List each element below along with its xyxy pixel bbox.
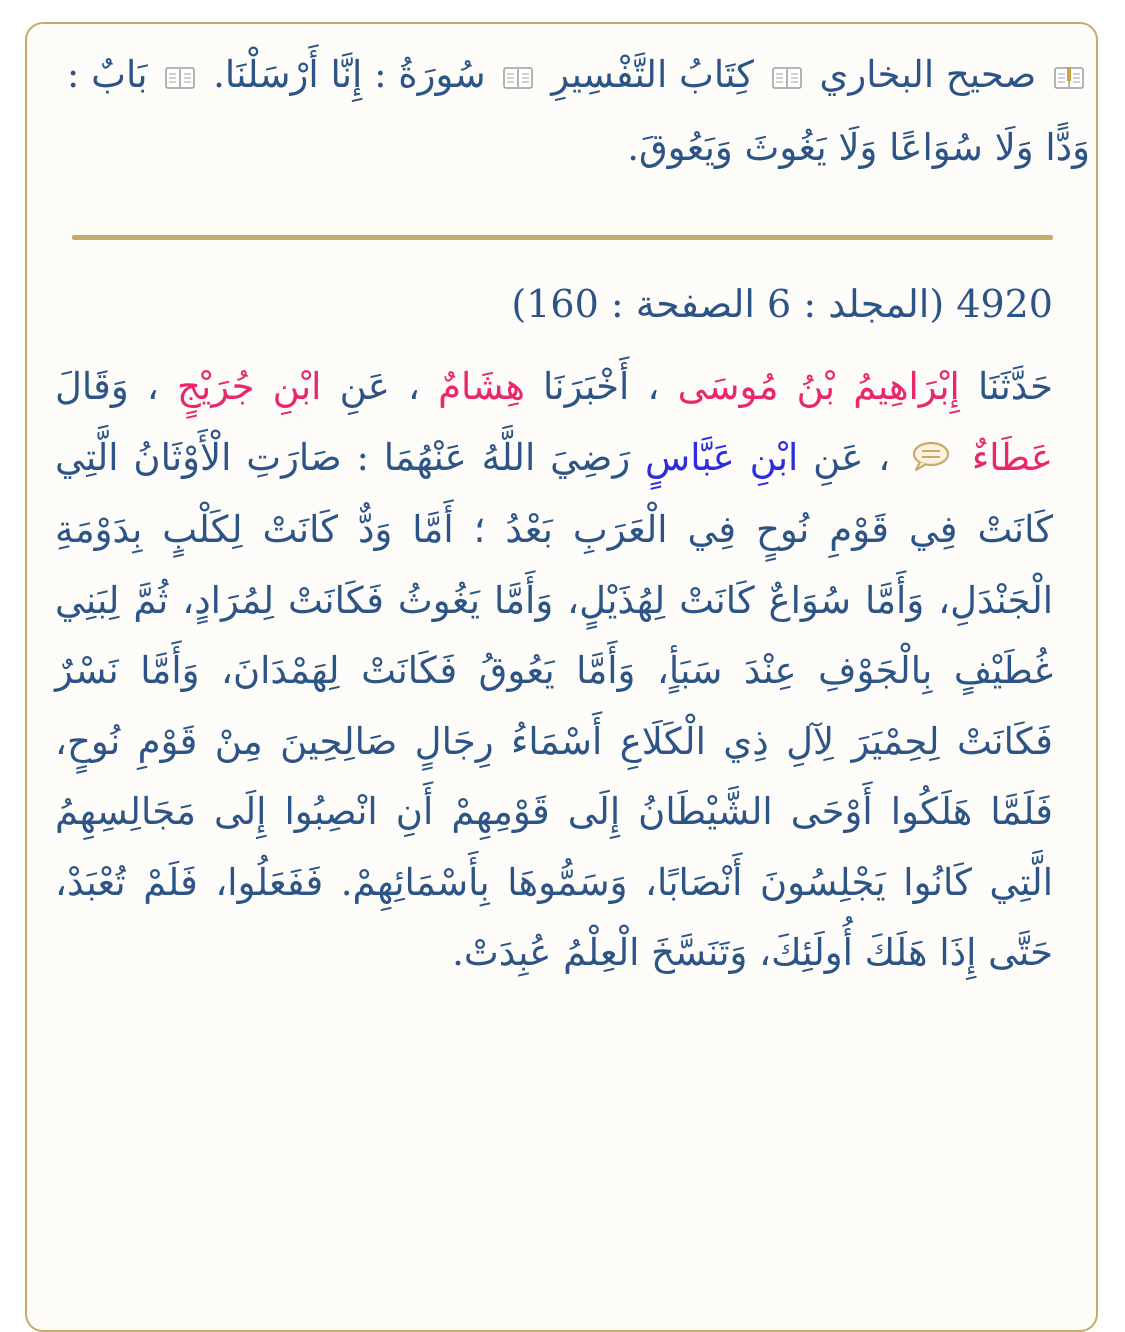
hadith-segment: ، أَخْبَرَنَا [543, 365, 660, 408]
hadith-segment: ، عَنِ [813, 435, 891, 479]
breadcrumb-book-title[interactable]: صحيح البخاري [819, 53, 1037, 96]
book-icon [165, 43, 195, 113]
hadith-segment: حَدَّثَنَا [978, 365, 1054, 408]
hadith-body: رَضِيَ اللَّهُ عَنْهُمَا : صَارَتِ الْأَوْثَانُ الَّتِي كَانَتْ فِي قَوْمِ نُوحٍ فِي الْعَرَبِ بَعْدُ ؛ أَمَّا وَدٌّ كَانَتْ لِكَلْبٍ بِدَوْمَةِ الْجَنْدَلِ، وَأَمَّا سُوَاعٌ كَانَتْ لِهُذَيْلٍ، وَأَمَّا يَغُوثُ فَكَانَتْ لِمُرَادٍ، ثُمَّ لِبَنِي غُطَيْفٍ بِالْجَوْفِ عِنْدَ سَبَأٍ، وَأَمَّا يَعُوقُ فَكَانَتْ لِهَمْدَانَ، وَأَمَّا نَسْرٌ فَكَانَتْ لِحِمْيَرَ لِآلِ ذِي الْكَلَاعِ أَسْمَاءُ رِجَالٍ صَالِحِينَ مِنْ قَوْمِ نُوحٍ، فَلَمَّا هَلَكُوا أَوْحَى الشَّيْطَانُ إِلَى قَوْمِهِمْ أَنِ انْصِبُوا إِلَى مَجَالِسِهِمُ الَّتِي كَانُوا يَجْلِسُونَ أَنْصَابًا، وَسَمُّوهَا بِأَسْمَائِهِمْ. فَفَعَلُوا، فَلَمْ تُعْبَدْ، حَتَّى إِذَا هَلَكَ أُولَئِكَ، وَتَنَسَّخَ الْعِلْمُ عُبِدَتْ. [55, 435, 1053, 975]
book-open-icon[interactable] [1054, 43, 1084, 113]
narrator-link[interactable]: هِشَامٌ [438, 365, 525, 408]
breadcrumb-bab[interactable]: بَابٌ : وَدًّا وَلَا سُوَاعًا وَلَا يَغُوثَ وَيَعُوقَ. [66, 53, 1090, 169]
hadith-segment: ، وَقَالَ [55, 365, 159, 408]
hadith-text [55, 352, 1053, 989]
companion-link[interactable]: ابْنِ عَبَّاسٍ [645, 435, 799, 479]
book-icon [503, 43, 533, 113]
comment-icon[interactable] [911, 425, 951, 496]
hadith-number: 4920 [956, 282, 1053, 326]
breadcrumb-kitab[interactable]: كِتَابُ التَّفْسِيرِ [551, 53, 754, 96]
hadith-segment: ، عَنِ [339, 365, 420, 408]
section-divider [72, 235, 1053, 240]
breadcrumb [55, 40, 1090, 183]
narrator-link[interactable]: ابْنِ جُرَيْجٍ [177, 365, 322, 408]
breadcrumb-surah[interactable]: سُورَةُ : إِنَّا أَرْسَلْنَا. [213, 53, 486, 96]
book-icon [772, 43, 802, 113]
narrator-link[interactable]: عَطَاءٌ [971, 435, 1053, 479]
narrator-link[interactable]: إِبْرَاهِيمُ بْنُ مُوسَى [677, 365, 960, 408]
hadith-reference [55, 272, 1053, 336]
volume-page: (المجلد : 6 الصفحة : 160) [511, 282, 945, 326]
